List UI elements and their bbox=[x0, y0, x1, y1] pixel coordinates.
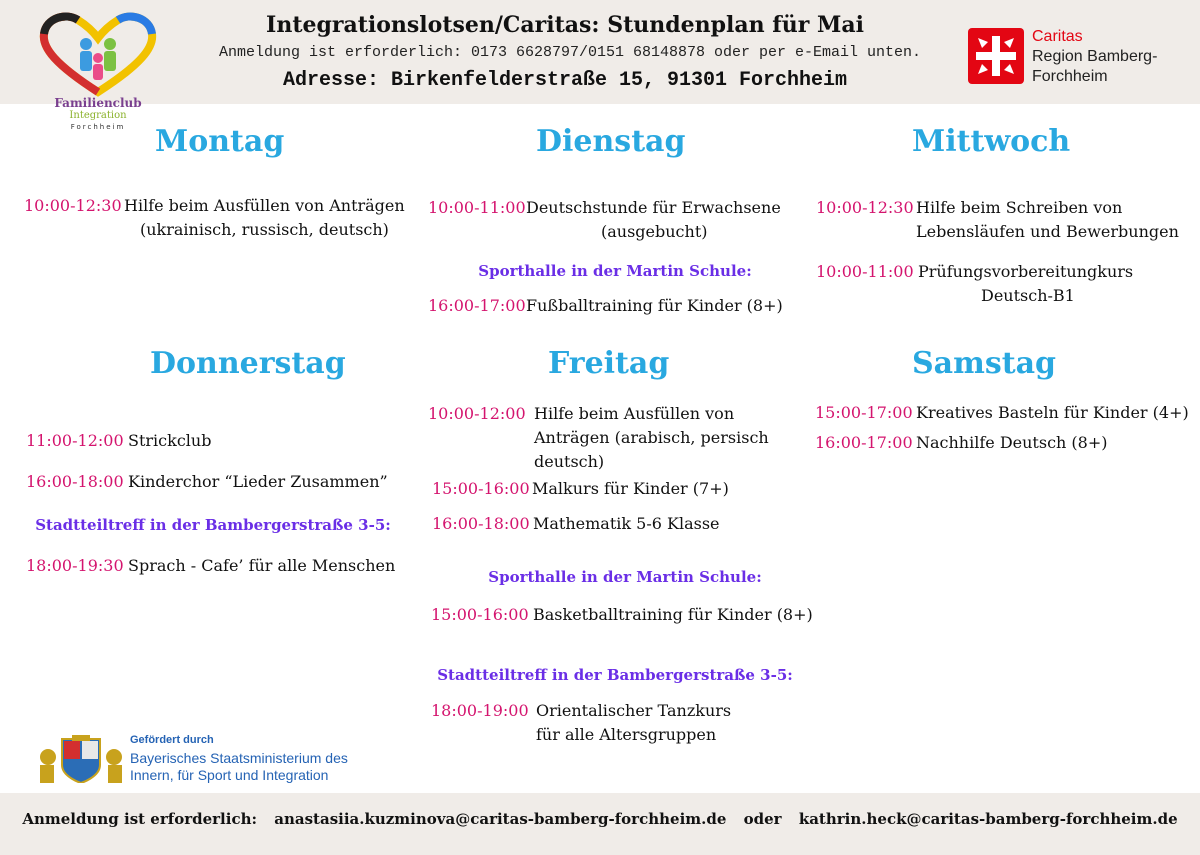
day-heading-montag: Montag bbox=[155, 124, 285, 159]
caritas-brand bbox=[1032, 27, 1157, 87]
day-heading-samstag: Samstag bbox=[912, 346, 1057, 381]
venue-label: Sporthalle in der Martin Schule: bbox=[488, 568, 762, 586]
day-heading-freitag: Freitag bbox=[548, 346, 670, 381]
entry-description: Prüfungsvorbereitungkurs bbox=[918, 262, 1134, 281]
familienclub-sub: Integration bbox=[69, 110, 127, 121]
entry-description-cont: Deutsch-B1 bbox=[981, 286, 1075, 305]
familienclub-logo bbox=[36, 10, 160, 131]
entry-description: Mathematik 5-6 Klasse bbox=[533, 514, 720, 533]
sponsor-name-line1: Bayerisches Staatsministerium des bbox=[130, 750, 348, 766]
entry-description-cont: Anträgen (arabisch, persisch bbox=[534, 428, 769, 447]
sponsor-label: Gefördert durch bbox=[130, 734, 214, 746]
venue-label: Stadtteiltreff in der Bambergerstraße 3-5: bbox=[35, 516, 391, 534]
entry-description: Strickclub bbox=[128, 431, 212, 450]
registration-phone: Anmeldung ist erforderlich: 0173 6628797/0151 68148878 oder per e-Email unten. bbox=[218, 44, 922, 61]
caritas-name: Caritas bbox=[1032, 28, 1083, 45]
bavarian-crest-icon bbox=[40, 735, 122, 783]
entry-time: 10:00-11:00 bbox=[428, 198, 526, 217]
entry-time: 15:00-16:00 bbox=[431, 605, 529, 624]
entry-time: 15:00-17:00 bbox=[815, 403, 913, 422]
entry-description: Fußballtraining für Kinder (8+) bbox=[526, 296, 783, 315]
address: Adresse: Birkenfelderstraße 15, 91301 Forchheim bbox=[282, 69, 848, 92]
entry-time: 10:00-12:30 bbox=[816, 198, 914, 217]
entry-description-cont: (ausgebucht) bbox=[601, 222, 708, 241]
entry-time: 16:00-18:00 bbox=[26, 472, 124, 491]
entry-time: 18:00-19:30 bbox=[26, 556, 124, 575]
entry-time: 16:00-18:00 bbox=[432, 514, 530, 533]
footer-separator: oder bbox=[743, 810, 782, 828]
entry-time: 15:00-16:00 bbox=[432, 479, 530, 498]
footer-email-2[interactable]: kathrin.heck@caritas-bamberg-forchheim.de bbox=[798, 810, 1178, 828]
entry-description: Deutschstunde für Erwachsene bbox=[526, 198, 781, 217]
entry-description-cont: (ukrainisch, russisch, deutsch) bbox=[140, 220, 389, 239]
entry-time: 10:00-12:30 bbox=[24, 196, 122, 215]
heart-logo-icon bbox=[36, 10, 160, 98]
footer-registration bbox=[0, 810, 1200, 828]
entry-time: 18:00-19:00 bbox=[431, 701, 529, 720]
entry-description: Hilfe beim Ausfüllen von bbox=[534, 404, 735, 423]
entry-description: Kreatives Basteln für Kinder (4+) bbox=[916, 403, 1189, 422]
day-heading-mittwoch: Mittwoch bbox=[912, 124, 1071, 159]
entry-time: 16:00-17:00 bbox=[815, 433, 913, 452]
entry-description-cont: Lebensläufen und Bewerbungen bbox=[916, 222, 1179, 241]
entry-description: Orientalischer Tanzkurs bbox=[536, 701, 732, 720]
footer-prefix: Anmeldung ist erforderlich: bbox=[22, 810, 258, 828]
caritas-region: Region Bamberg- bbox=[1032, 48, 1158, 65]
entry-description-cont: für alle Altersgruppen bbox=[536, 725, 717, 744]
sponsor-name bbox=[130, 750, 390, 784]
entry-description: Hilfe beim Schreiben von bbox=[916, 198, 1123, 217]
page-title: Integrationslotsen/Caritas: Stundenplan für Mai bbox=[266, 12, 864, 38]
entry-description: Malkurs für Kinder (7+) bbox=[532, 479, 729, 498]
entry-description: Basketballtraining für Kinder (8+) bbox=[533, 605, 813, 624]
venue-label: Stadtteiltreff in der Bambergerstraße 3-5: bbox=[437, 666, 793, 684]
entry-description-cont: deutsch) bbox=[534, 452, 605, 471]
entry-time: 10:00-12:00 bbox=[428, 404, 526, 423]
footer-email-1[interactable]: anastasiia.kuzminova@caritas-bamberg-forchheim.de bbox=[274, 810, 727, 828]
entry-time: 16:00-17:00 bbox=[428, 296, 526, 315]
venue-label: Sporthalle in der Martin Schule: bbox=[478, 262, 752, 280]
entry-description: Kinderchor “Lieder Zusammen” bbox=[128, 472, 388, 491]
entry-time: 10:00-11:00 bbox=[816, 262, 914, 281]
caritas-logo-icon bbox=[968, 28, 1024, 84]
familienclub-name: Familienclub bbox=[54, 96, 142, 110]
familienclub-town: Forchheim bbox=[70, 123, 126, 131]
day-heading-donnerstag: Donnerstag bbox=[150, 346, 346, 381]
sponsor-name-line2: Innern, für Sport und Integration bbox=[130, 767, 329, 783]
entry-time: 11:00-12:00 bbox=[26, 431, 124, 450]
caritas-city: Forchheim bbox=[1032, 68, 1108, 85]
entry-description: Nachhilfe Deutsch (8+) bbox=[916, 433, 1108, 452]
entry-description: Hilfe beim Ausfüllen von Anträgen bbox=[124, 196, 405, 215]
day-heading-dienstag: Dienstag bbox=[536, 124, 686, 159]
entry-description: Sprach - Cafe’ für alle Menschen bbox=[128, 556, 396, 575]
